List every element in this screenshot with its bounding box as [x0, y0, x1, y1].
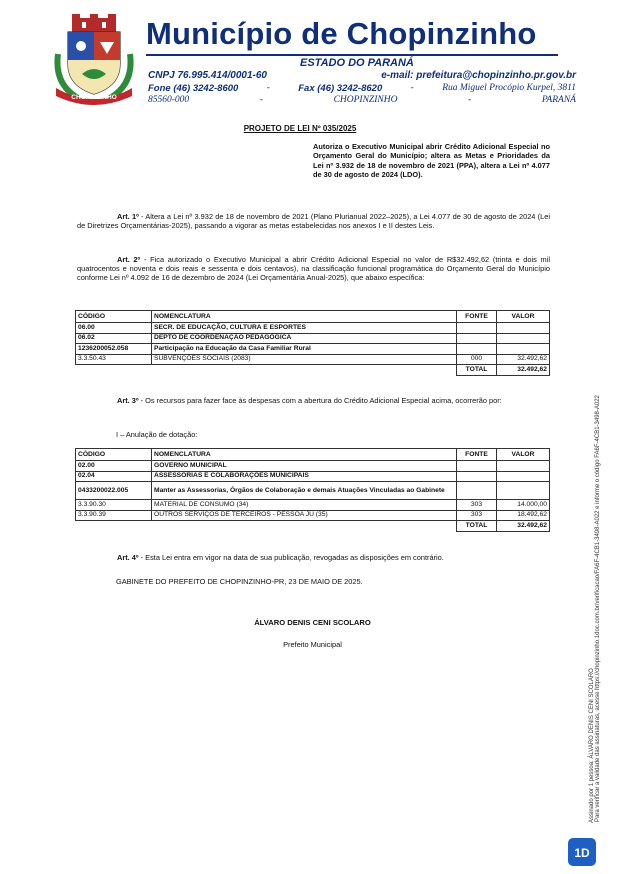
- table-row: [76, 333, 550, 344]
- nomenclature-cell: DEPTO DE COORDENAÇÃO PEDAGÓGICA: [152, 333, 457, 344]
- separator: -: [468, 95, 472, 105]
- value-cell: 32.492,62: [497, 354, 550, 365]
- code-cell: 06.00: [76, 323, 152, 334]
- onedoc-logo-icon: [568, 838, 596, 866]
- nomenclature-cell: OUTROS SERVIÇOS DE TERCEIROS - PESSOA JU (35): [152, 510, 457, 521]
- article-label: Art. 4º: [117, 553, 139, 562]
- value-cell: [497, 344, 550, 355]
- source-cell: [457, 482, 497, 500]
- svg-text:1D: 1D: [574, 846, 590, 860]
- nomenclature-cell: MATERIAL DE CONSUMO (34): [152, 500, 457, 511]
- municipality-title: Município de Chopinzinho: [146, 16, 537, 51]
- bill-title: PROJETO DE LEI Nº 035/2025: [243, 124, 357, 133]
- signer-role: Prefeito Municipal: [283, 640, 342, 649]
- separator: -: [410, 83, 414, 93]
- separator: -: [266, 83, 270, 93]
- value-cell: [497, 323, 550, 334]
- column-header: VALOR: [497, 311, 550, 323]
- table-row: [76, 354, 550, 365]
- phone-text: Fone (46) 3242-8600: [148, 83, 239, 94]
- fax-text: Fax (46) 3242-8620: [298, 83, 383, 94]
- value-cell: [497, 333, 550, 344]
- total-label: TOTAL: [457, 521, 497, 532]
- nomenclature-cell: ASSESSORIAS E COLABORAÇÕES MUNICIPAIS: [152, 471, 457, 482]
- nomenclature-cell: SUBVENÇÕES SOCIAIS (2083): [152, 354, 457, 365]
- table-row: [76, 323, 550, 334]
- source-cell: [457, 471, 497, 482]
- article-label: Art. 3º: [117, 396, 139, 405]
- source-cell: [457, 461, 497, 472]
- nomenclature-cell: Participação na Educação da Casa Familiar Rural: [152, 344, 457, 355]
- article-text: - Esta Lei entra em vigor na data de sua publicação, revogadas as disposições em contrário.: [138, 553, 444, 562]
- separator: -: [259, 95, 263, 105]
- contact-line-1: [148, 70, 576, 81]
- code-cell: 0433200022.005: [76, 482, 152, 500]
- article-3: [77, 396, 550, 405]
- total-value: 32.492,62: [497, 521, 550, 532]
- blank-cell: [76, 521, 457, 532]
- cnpj-text: CNPJ 76.995.414/0001-60: [148, 70, 267, 81]
- table-row: [76, 482, 550, 500]
- table-header-row: [76, 311, 550, 323]
- contact-line-2: [148, 83, 576, 94]
- article-text: - Altera a Lei nº 3.932 de 18 de novembro de 2021 (Plano Plurianual 2022–2025), a Lei 4.077 de 30 de agosto de 2024 (Lei de Diretrizes Orçamentárias-2025), passando a vigorar as metas estabelecidas nos anexos I e II destes Leis.: [77, 212, 550, 231]
- value-cell: 14.000,00: [497, 500, 550, 511]
- table-row: [76, 471, 550, 482]
- table-row: [76, 344, 550, 355]
- signer-name: ÁLVARO DENIS CENI SCOLARO: [254, 618, 371, 627]
- cep-text: 85560-000: [148, 95, 190, 105]
- table-total-row: [76, 365, 550, 376]
- value-cell: [497, 482, 550, 500]
- code-cell: 02.04: [76, 471, 152, 482]
- email-text: e-mail: prefeitura@chopinzinho.pr.gov.br: [381, 70, 576, 81]
- article-1: [77, 212, 550, 230]
- article-label: Art. 2º: [117, 255, 141, 264]
- annulment-label: I – Anulação de dotação:: [116, 430, 198, 439]
- value-cell: 18.492,62: [497, 510, 550, 521]
- article-2: [77, 255, 550, 283]
- column-header: VALOR: [497, 449, 550, 461]
- source-cell: 000: [457, 354, 497, 365]
- column-header: CÓDIGO: [76, 311, 152, 323]
- signed-by-text: Assinado por 1 pessoa: ÁLVARO DENIS CENI SCOLARO: [589, 668, 595, 823]
- column-header: FONTE: [457, 449, 497, 461]
- address-text: Rua Miguel Procópio Kurpel, 3811: [442, 83, 576, 93]
- table-total-row: [76, 521, 550, 532]
- contact-line-3: [148, 95, 576, 105]
- uf-text: PARANÁ: [541, 95, 576, 105]
- code-cell: 3.3.50.43: [76, 354, 152, 365]
- city-text: CHOPINZINHO: [333, 95, 398, 105]
- nomenclature-cell: SECR. DE EDUCAÇÃO, CULTURA E ESPORTES: [152, 323, 457, 334]
- code-cell: 02.00: [76, 461, 152, 472]
- title-underline: [146, 54, 558, 56]
- source-cell: 303: [457, 510, 497, 521]
- svg-text:CHOPINZINHO: CHOPINZINHO: [71, 94, 117, 101]
- nomenclature-cell: GOVERNO MUNICIPAL: [152, 461, 457, 472]
- credit-table: [75, 310, 550, 376]
- code-cell: 06.02: [76, 333, 152, 344]
- bill-summary: Autoriza o Executivo Municipal abrir Crédito Adicional Especial no Orçamento Geral do Município; altera as Metas e Prioridades da Lei nº 3.932 de 18 de novembro de 2021 (PPA), altera a Lei nº 4.077 de 30 de agosto de 2024 (LDO).: [313, 142, 550, 179]
- blank-cell: [76, 365, 457, 376]
- column-header: FONTE: [457, 311, 497, 323]
- value-cell: [497, 471, 550, 482]
- table-row: [76, 461, 550, 472]
- nomenclature-cell: Manter as Assessorias, Órgãos de Colaboração e demais Atuações Vinculadas ao Gabinete: [152, 482, 457, 500]
- municipal-crest-icon: [48, 14, 140, 106]
- column-header: CÓDIGO: [76, 449, 152, 461]
- code-cell: 3.3.90.30: [76, 500, 152, 511]
- article-text: - Fica autorizado o Executivo Municipal a abrir Crédito Adicional Especial no valor de R$32.492,62 (trinta e dois mil quatrocentos e noventa e dois reais e sessenta e dois centavos), na classificação funcional programática do Orçamento Geral do Município conforme Lei nº 4.092 de 16 de dezembro de 2024 (Lei Orçamentária Anual-2025), que abaixo específica:: [77, 255, 550, 283]
- source-cell: [457, 323, 497, 334]
- source-cell: 303: [457, 500, 497, 511]
- table-row: [76, 510, 550, 521]
- table-row: [76, 500, 550, 511]
- total-label: TOTAL: [457, 365, 497, 376]
- column-header: NOMENCLATURA: [152, 311, 457, 323]
- source-cell: [457, 333, 497, 344]
- code-cell: 1236200052.058: [76, 344, 152, 355]
- closing-line: GABINETE DO PREFEITO DE CHOPINZINHO-PR, 23 DE MAIO DE 2025.: [116, 577, 363, 586]
- verification-notice: Para verificar a validade das assinaturas, acesse https://chopinzinho.1doc.com.br/verificacao/FA6F-4CB1-3498-A022 e informe o código FA6F-4CB1-3498-A022: [595, 395, 601, 822]
- code-cell: 3.3.90.39: [76, 510, 152, 521]
- article-text: - Os recursos para fazer face às despesas com a abertura do Crédito Adicional Especial acima, ocorrerão por:: [138, 396, 502, 405]
- total-value: 32.492,62: [497, 365, 550, 376]
- state-label: ESTADO DO PARANÁ: [300, 57, 414, 69]
- annulment-table: [75, 448, 550, 532]
- value-cell: [497, 461, 550, 472]
- article-4: [77, 553, 550, 562]
- table-header-row: [76, 449, 550, 461]
- article-label: Art. 1º: [117, 212, 139, 221]
- column-header: NOMENCLATURA: [152, 449, 457, 461]
- source-cell: [457, 344, 497, 355]
